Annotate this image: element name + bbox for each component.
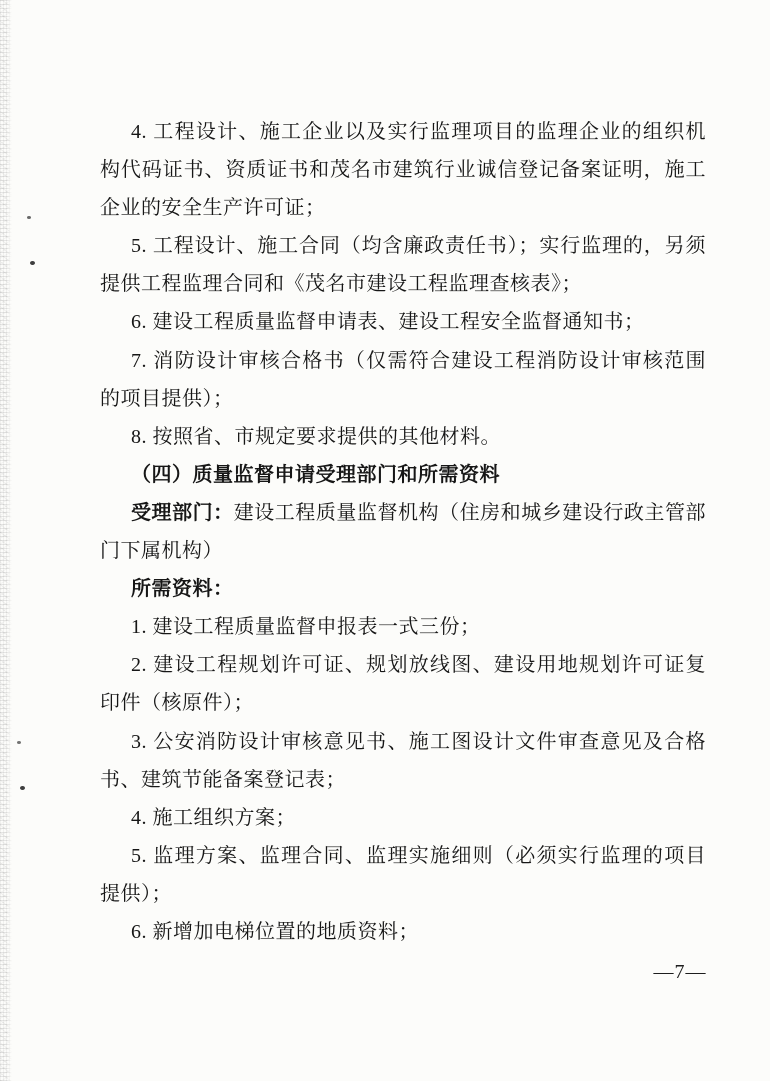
text-segment: 提供）； xyxy=(100,882,172,905)
bold-label: 受理部门： xyxy=(131,501,234,524)
text-segment: 3. 公安消防设计审核意见书、施工图设计文件审查意见及合格 xyxy=(131,730,706,753)
text-line xyxy=(100,494,706,532)
text-segment: 8. 按照省、市规定要求提供的其他材料。 xyxy=(131,425,501,448)
text-segment: 建设工程质量监督机构（住房和城乡建设行政主管部 xyxy=(233,501,707,524)
scan-noise-edge xyxy=(0,0,12,1081)
text-segment: 6. 建设工程质量监督申请表、建设工程安全监督通知书； xyxy=(131,311,645,334)
scan-artifact-dot xyxy=(17,741,21,744)
text-line xyxy=(100,608,706,646)
text-line xyxy=(100,380,706,418)
section-heading xyxy=(100,456,706,494)
scan-artifact-dot xyxy=(20,786,25,790)
text-line xyxy=(100,303,706,341)
text-line xyxy=(100,113,706,151)
scan-artifact-dot xyxy=(30,261,35,265)
text-segment: 企业的安全生产许可证； xyxy=(100,197,326,220)
bold-label: 所需资料： xyxy=(131,578,234,601)
text-line xyxy=(100,189,706,227)
text-segment: 5. 监理方案、监理合同、监理实施细则（必须实行监理的项目 xyxy=(131,844,706,867)
text-segment: 印件（核原件）； xyxy=(100,692,254,715)
text-segment: 7. 消防设计审核合格书（仅需符合建设工程消防设计审核范围 xyxy=(131,349,706,372)
text-segment: 的项目提供）； xyxy=(100,387,234,410)
text-segment: 5. 工程设计、施工合同（均含廉政责任书）；实行监理的，另须 xyxy=(131,235,706,258)
text-line xyxy=(100,837,706,875)
text-line xyxy=(100,799,706,837)
text-segment: 提供工程监理合同和《茂名市建设工程监理查核表》； xyxy=(100,273,582,296)
scan-artifact-dot xyxy=(27,216,31,219)
text-line xyxy=(100,875,706,913)
text-line xyxy=(100,913,706,951)
text-segment: 4. 工程设计、施工企业以及实行监理项目的监理企业的组织机 xyxy=(131,121,706,143)
text-line xyxy=(100,532,706,570)
text-segment: 2. 建设工程规划许可证、规划放线图、建设用地规划许可证复 xyxy=(131,654,706,677)
text-line xyxy=(100,265,706,303)
text-segment: 4. 施工组织方案； xyxy=(131,806,296,829)
bold-label: （四）质量监督申请受理部门和所需资料 xyxy=(131,463,500,486)
text-line xyxy=(100,646,706,684)
text-segment: 门下属机构） xyxy=(100,540,223,563)
page-number: —7— xyxy=(653,961,707,983)
text-segment: 6. 新增加电梯位置的地质资料； xyxy=(131,920,419,943)
text-line xyxy=(100,570,706,608)
text-line xyxy=(100,342,706,380)
text-line xyxy=(100,761,706,799)
text-line xyxy=(100,227,706,265)
text-segment: 构代码证书、资质证书和茂名市建筑行业诚信登记备案证明，施工 xyxy=(100,159,706,182)
text-body xyxy=(100,113,706,951)
text-line xyxy=(100,418,706,456)
text-line xyxy=(100,151,706,189)
text-line xyxy=(100,684,706,722)
text-line xyxy=(100,723,706,761)
text-segment: 书、建筑节能备案登记表； xyxy=(100,768,346,791)
text-segment: 1. 建设工程质量监督申报表一式三份； xyxy=(131,616,481,639)
